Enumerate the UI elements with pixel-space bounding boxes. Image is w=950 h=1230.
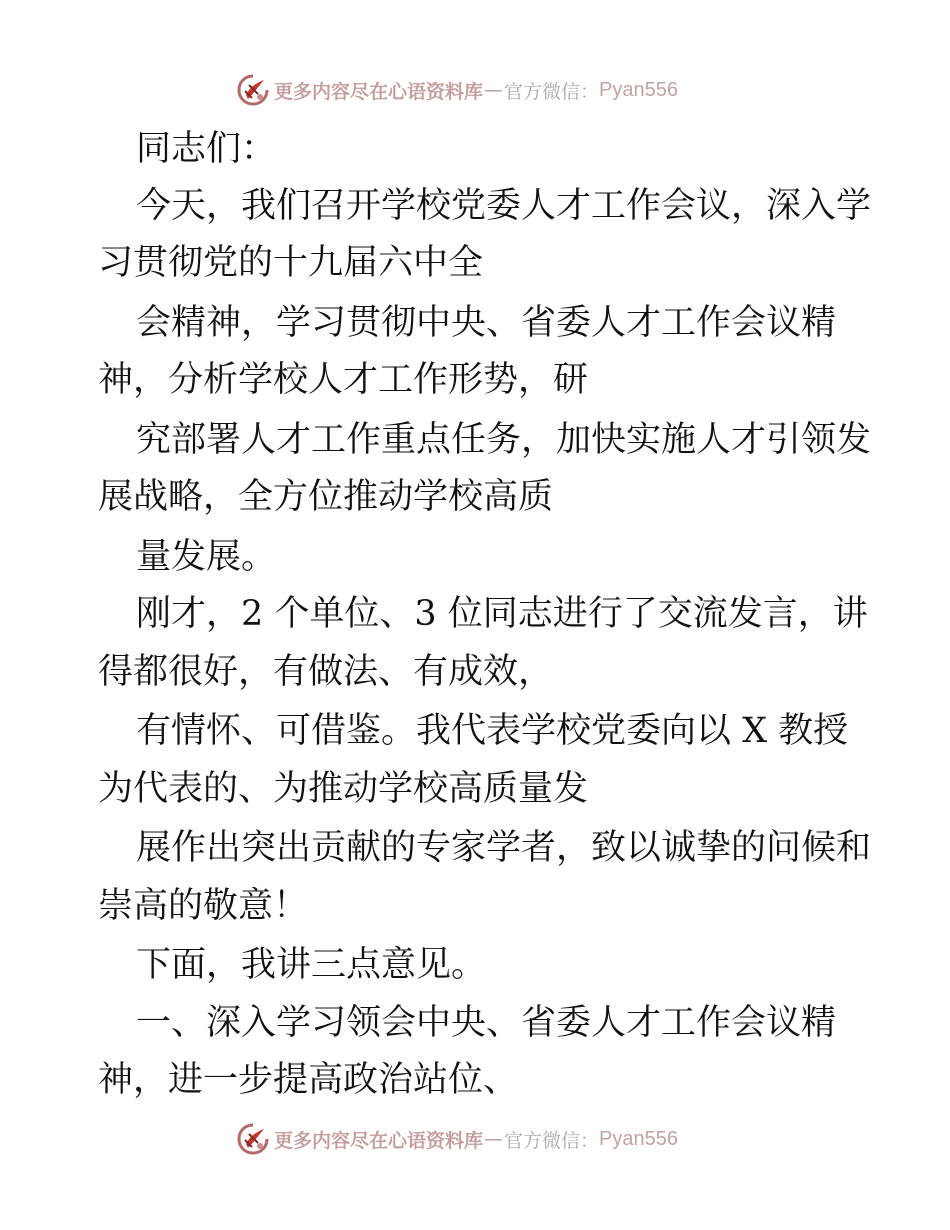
body-line: 为代表的、为推动学校高质量发 <box>98 769 589 809</box>
watermark-separator: — <box>484 79 504 101</box>
watermark-wechat-id: Pyan556 <box>599 1127 678 1150</box>
body-line: 今天，我们召开学校党委人才工作会议，深入学 <box>136 186 872 226</box>
body-line: 有情怀、可借鉴。我代表学校党委向以 X 教授 <box>136 711 849 751</box>
footer-watermark-banner <box>236 1121 678 1157</box>
body-line: 同志们： <box>136 129 277 169</box>
body-line: 刚才，2 个单位、3 位同志进行了交流发言，讲 <box>136 594 868 634</box>
body-line: 下面，我讲三点意见。 <box>136 945 487 985</box>
body-line: 量发展。 <box>136 537 277 577</box>
body-line: 展战略，全方位推动学校高质 <box>98 477 554 517</box>
body-line: 习贯彻党的十九届六中全 <box>98 243 484 283</box>
ribbon-logo-icon <box>236 73 270 107</box>
body-line: 一、深入学习领会中央、省委人才工作会议精 <box>136 1003 837 1043</box>
watermark-separator: — <box>484 1128 504 1150</box>
watermark-wechat-label: 官方微信： <box>504 1129 600 1152</box>
body-line: 崇高的敬意！ <box>98 886 309 926</box>
watermark-text: 更多内容尽在心语资料库 <box>274 1129 484 1152</box>
watermark-wechat-label: 官方微信： <box>504 80 600 103</box>
watermark-text: 更多内容尽在心语资料库 <box>274 80 484 103</box>
body-line: 神，进一步提高政治站位、 <box>98 1060 519 1100</box>
ribbon-logo-icon <box>236 1122 270 1156</box>
header-watermark-banner <box>236 72 678 108</box>
body-line: 会精神，学习贯彻中央、省委人才工作会议精 <box>136 303 837 343</box>
watermark-wechat-id: Pyan556 <box>599 78 678 101</box>
body-line: 得都很好，有做法、有成效， <box>98 652 554 692</box>
body-line: 究部署人才工作重点任务，加快实施人才引领发 <box>136 420 872 460</box>
body-line: 神，分析学校人才工作形势，研 <box>98 360 589 400</box>
body-line: 展作出突出贡献的专家学者，致以诚挚的问候和 <box>136 828 872 868</box>
